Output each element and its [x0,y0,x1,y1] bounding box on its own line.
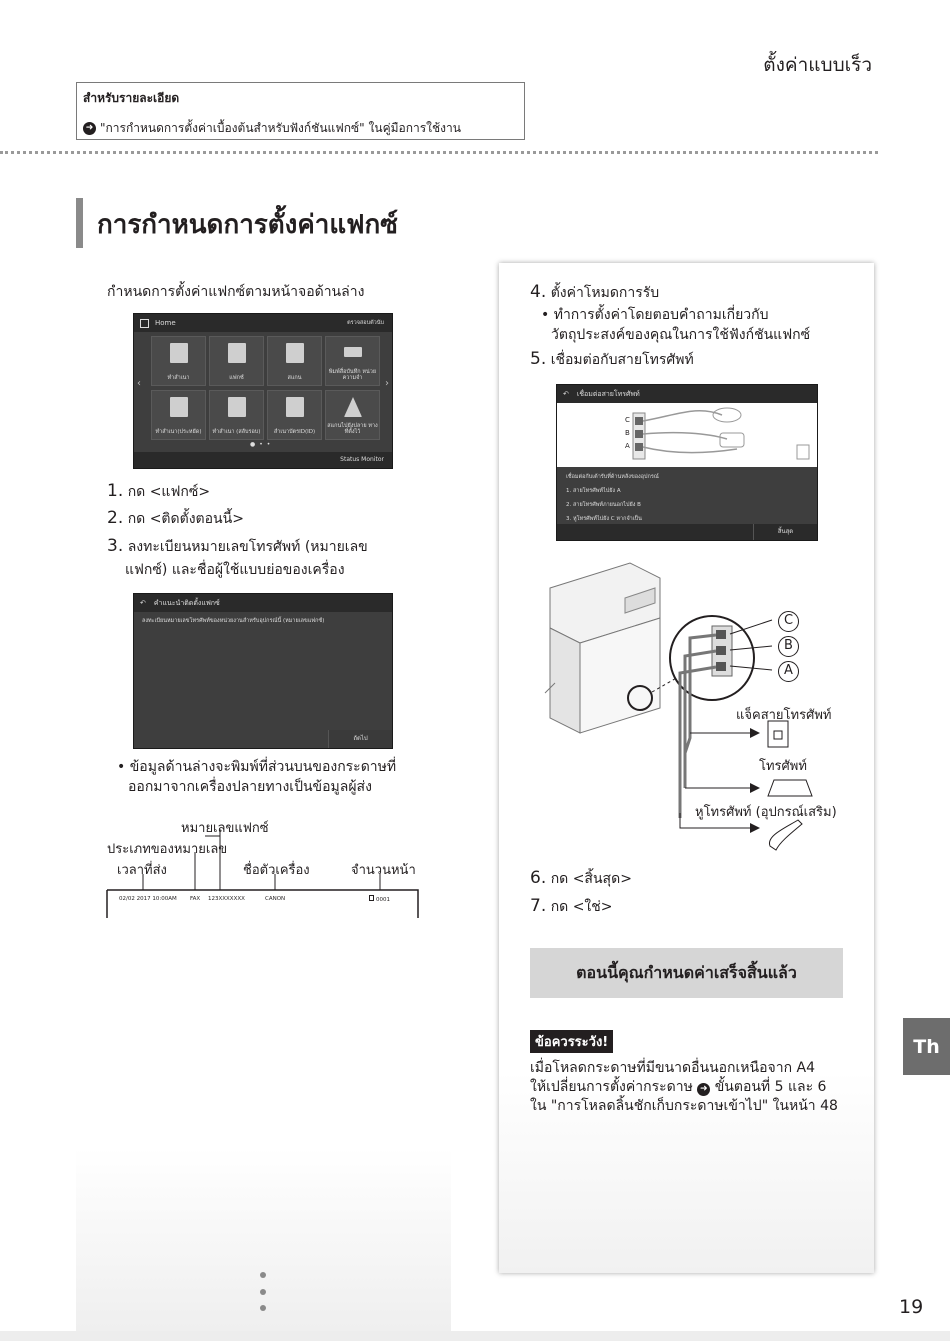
bottom-strip [0,1331,950,1341]
caution-line-1: เมื่อโหลดกระดาษที่มีขนาดอื่นนอกเหนือจาก A4 [530,1060,815,1076]
fax-setup-screen [133,593,393,749]
phone-line-instructions-area [557,467,817,540]
dotted-divider [0,151,878,155]
step-4-bullet-continued: วัตถุประสงค์ของคุณในการใช้ฟังก์ชันแฟกซ์ [551,327,811,343]
tile-memory-print[interactable]: พิมพ์สื่อบันทึก หน่วยความจำ [325,336,380,386]
reference-text: "การกำหนดการตั้งค่าเบื้องต้นสำหรับฟังก์ชันแฟกซ์" ในคู่มือการใช้งาน [100,121,461,135]
phone-line-screen [556,384,818,541]
instruction-item-2: 2. สายโทรศัพท์ภายนอกไปยัง B [566,502,641,508]
phone-line-footer [557,524,817,540]
section-title: ตั้งค่าแบบเร็ว [763,54,872,76]
zoom-port-a [716,662,726,671]
handset-shape [713,408,741,422]
port-a [635,443,643,451]
port-label-b: B [625,429,630,437]
scan-icon [286,343,304,363]
sender-info-bullet: • ข้อมูลด้านล่างจะพิมพ์ที่ส่วนบนของกระดาษที่ [117,759,397,775]
step-6: 6. กด <สิ้นสุด> [530,868,632,888]
phone-line-header: ↶ เชื่อมต่อสายโทรศัพท์ [557,385,817,403]
step-1: 1. กด <แฟกซ์> [107,481,211,501]
cable-c [643,411,722,421]
port-illustration [627,405,817,467]
status-bar [134,452,392,468]
port-c [635,417,643,425]
tile-id-copy[interactable]: สำเนาบัตรID(ID) [267,390,322,440]
reference-title: สำหรับรายละเอียด [83,91,180,105]
printer-front [550,628,580,733]
home-screen-header [134,314,392,332]
sender-info-diagram [105,830,425,922]
port-badge-a: A [778,661,799,682]
caution-line-3: ใน "การโหลดลิ้นชักเก็บกระดาษเข้าไป" ในหน้า 48 [530,1098,838,1114]
zoom-port-c [716,630,726,639]
sample-datetime: 02/02 2017 10:00AM [119,896,177,902]
fax-setup-instructions: ลงทะเบียนหมายเลขโทรศัพท์ของหน่วยงานสำหรับอุปกรณ์นี้ (หมายเลขแฟกซ์) [142,618,325,624]
continuation-dot [260,1289,266,1295]
label-number-type: ประเภทของหมายเลข [107,842,228,857]
instruction-item-3: 3. หูโทรศัพท์ไปยัง C หากจำเป็น [566,516,642,522]
arrow-right-icon: ➜ [697,1083,710,1096]
wall-jack-shape [797,445,809,459]
sample-type: FAX [190,896,201,902]
port-badge-c: C [778,611,799,632]
id-card-icon [286,397,304,417]
copy-eco-icon [170,397,188,417]
destination-icon [344,397,362,417]
arrow-handset-icon [750,823,760,833]
page-number: 19 [899,1296,924,1318]
step-3-continued: แฟกซ์) และชื่อผู้ใช้แบบย่อของเครื่อง [125,562,345,578]
caution-tag: ข้อควรระวัง! [530,1030,613,1053]
label-fax-number: หมายเลขแฟกซ์ [181,821,269,836]
telephone-icon [768,780,812,796]
step-3: 3. ลงทะเบียนหมายเลขโทรศัพท์ (หมายเลข [107,536,368,556]
page-indicator: ●•• [250,441,275,448]
cable-b [643,433,727,439]
tile-scan-to-destination[interactable]: สแกนไปยังปลาย ทางที่ตั้งไว้ [325,390,380,440]
continuation-dot [260,1305,266,1311]
reference-box [76,82,525,140]
completion-banner: ตอนนี้คุณกำหนดค่าเสร็จสิ้นแล้ว [530,948,843,998]
step-5: 5. เชื่อมต่อกับสายโทรศัพท์ [530,349,694,369]
copy-collate-icon [228,397,246,417]
home-icon [140,319,149,328]
page-heading: การกำหนดการตั้งค่าแฟกซ์ [97,210,398,240]
fax-icon [228,343,246,363]
instruction-item-1: 1. สายโทรศัพท์ไปยัง A [566,488,621,494]
chevron-right-icon[interactable]: › [385,378,389,389]
handset-icon [769,820,802,850]
home-title: Home [155,319,176,327]
usb-icon [344,347,362,357]
tile-collate-copy[interactable]: ทำสำเนา (สลับรอบ) [209,390,264,440]
tile-copy[interactable]: ทำสำเนา [151,336,206,386]
label-device-name: ชื่อตัวเครื่อง [243,863,310,878]
phone-shape [720,433,744,447]
label-send-time: เวลาที่ส่ง [117,863,167,878]
caution-line-2: ให้เปลี่ยนการตั้งค่ากระดาษ ➜ ขั้นตอนที่ 5 และ 6 [530,1079,827,1095]
tile-fax[interactable]: แฟกซ์ [209,336,264,386]
step-2: 2. กด <ติดตั้งตอนนี้> [107,508,244,528]
label-page-count: จำนวนหน้า [351,863,416,878]
copy-icon [170,343,188,363]
finish-button[interactable]: สิ้นสุด [753,524,817,540]
arrow-right-icon: ➜ [83,122,96,135]
port-label-c: C [625,416,630,424]
intro-text: กำหนดการตั้งค่าแฟกซ์ตามหน้าจอด้านล่าง [107,284,365,300]
cable-a [643,447,737,453]
fax-setup-header: ↶ คำแนะนำติดตั้งแฟกซ์ [134,594,392,612]
status-monitor-button[interactable]: Status Monitor [340,456,384,463]
reference-link[interactable] [83,119,461,138]
sender-info-bullet-continued: ออกมาจากเครื่องปลายทางเป็นข้อมูลผู้ส่ง [128,779,372,795]
chevron-left-icon[interactable]: ‹ [137,378,141,389]
sample-name: CANON [265,896,286,902]
step-4-bullet: • ทำการตั้งค่าโดยตอบคำถามเกี่ยวกับ [541,307,769,323]
instruction-intro: เชื่อมต่อกับเต้ารับที่ด้านหลังของอุปกรณ์ [566,474,659,480]
label-telephone: โทรศัพท์ [759,759,807,774]
label-phone-jack: แจ็คสายโทรศัพท์ [736,708,832,723]
continuation-dot [260,1272,266,1278]
port-label-a: A [625,442,630,450]
port-b [635,430,643,438]
back-arrow-icon[interactable]: ↶ [140,599,146,607]
port-badge-b: B [778,636,799,657]
arrow-jack-icon [750,728,760,738]
next-button[interactable]: ถัดไป [328,730,392,748]
home-screen [133,313,393,469]
back-arrow-icon[interactable]: ↶ [563,390,569,398]
sample-number: 123XXXXXXX [208,896,245,902]
step-7: 7. กด <ใช่> [530,896,613,916]
tile-eco-copy[interactable]: ทำสำเนา(ประหยัด) [151,390,206,440]
tile-scan[interactable]: สแกน [267,336,322,386]
sample-pages: 0001 [369,895,390,903]
label-handset: หูโทรศัพท์ (อุปกรณ์เสริม) [695,805,837,820]
counter-check-button[interactable]: ตรวจสอบตัวนับ [347,320,384,326]
page-icon [369,895,374,901]
language-tab[interactable]: Th [903,1018,950,1075]
heading-accent-bar [76,198,83,248]
zoom-port-b [716,646,726,655]
arrow-phone-icon [750,783,760,793]
step-4: 4. ตั้งค่าโหมดการรับ [530,282,660,302]
